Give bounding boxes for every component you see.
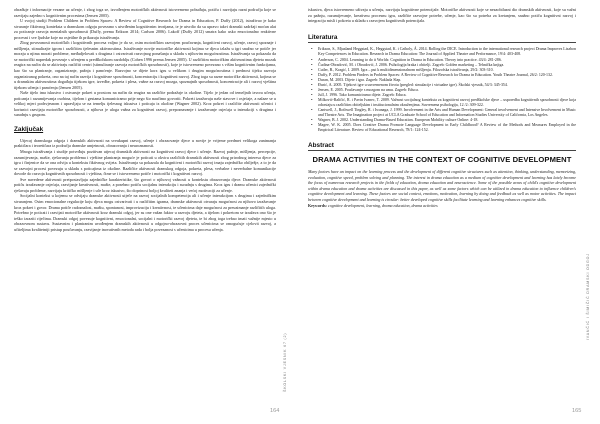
references-rule [308, 42, 576, 43]
references-list [308, 46, 576, 132]
reference-item: • Anderson, C. 2004. Learning to do it Worlds: Cognition in Drama in Education. Theory into practice. 43/4: 281-286. [318, 57, 576, 62]
page-number: 165 [572, 408, 582, 414]
reference-item: • Wagner, B. J. 2002. Understanding Drama-Based Education. European Mobility culture Online: 4-18. [318, 117, 576, 122]
abstract-rule [308, 150, 576, 151]
reference-item: • Magee, W. K. 2005. Does Creative Drama Promote Language Development in Early Childhood? A Review of the Methods and Measures Employed in the Empirical Literature. Review of Educational Research, 78/1: 124-152. [318, 122, 576, 132]
reference-item: • Cantwell, J., Rothwell Tingley, R. i Iwanaga, J. 1999. Involvement in the Arts and Human Development: General involvement and Intensive Involvement in Music and Theatre Arts. The Imagination project at UCLA Graduate School of Education and Information Studies University of California, Los Angeles. [318, 107, 576, 117]
reference-item: • Cutler, B., Kragić, I. 2009. Igra – put k multidimenzionalnom mišljenju. Filozofska istraživanja, 29/2: 303-310. [318, 67, 576, 72]
references-heading: Literatura [308, 33, 338, 41]
reference-item: • Čudina-Obradović, M. i Obradović, J. 2006. Psihologija braka i obitelji. Zagreb: Golden marketing – Tehnička knjiga. [318, 62, 576, 67]
right-text-column [308, 7, 576, 208]
reference-item: • Jensen, E. 2005. Poučavanje s mozgom na umu. Zagreb: Educa. [318, 87, 576, 92]
keywords-label: Keywords: [308, 202, 327, 208]
conclusion-paragraph: Socijalni kontekst u kojemu se odvijaju dramske aktivnosti utječe na razvoj socijalnih kompetencija ali i učenje interakcijom s drugima i zajedničkim stvaranjem. Osim emocionalne regulacije koju djeca mogu ostvarivati i u različitim igrama, dramske aktivnosti otvaraju mogućnost za njihovo izražavanje kroz pokret i govor. Drama potiče radoznalost, maštu, spontanost, improvizaciju i kreativnost, te učenicima daje mogućnost za preuzimanje različitih uloga. Potrebno je poticati i razvijati motoričke aktivnosti kroz dramski odgoj, jer su one važan faktor u razvoju djeteta, a tijelom i pokretom se izražava ono što je teško izraziti riječima. Dramski odgoj povezuje kognitivni, emocionalni, socijalni i motorički razvoj djeteta, te bi zbog toga trebao imati važnije mjesto u obrazovnom sustavu. Sustavnim i planiranim uvođenjem dramskih aktivnosti u odgojno-obrazovni proces učenicima se omogućuje cjelovit razvoj, a učiteljima kvalitetniji pristup poučavanju, razvijanje inovativnih metoda rada i bolja povezanost s učenicima u procesu učenja. [14, 193, 276, 232]
conclusion-paragraph: Mnoga istraživanja i studije potvrđuju pozitivan utjecaj dramskih aktivnosti na kognitivni razvoj djece i učenje. Razvoj pažnje, mišljenja, percepcije, razumijevanja, mašte, rješavanja problema i vještine planiranja moguće je poticati u okviru različitih dramskih aktivnosti zbog prirodnog interesa djece za igru i činjenice da se ona odvija u kontekstu fiktivnog svijeta. Istraživanja su pokazala da kognitivni i motorički razvoj imaju zajedničko obilježje, a to je da se razvojni procesi povezuju u skladu s poticajima iz okoline. Različite aktivnosti dramskog odgoja, pokreta, plesa, verbalne i neverbalne komunikacije dovode do razvoja kognitivnih sposobnosti i vještina, čime se i istovremeno potiče i motorički i kognitivni razvoj. [14, 149, 276, 177]
conclusion-paragraph: Utjecaj dramskoga odgoja i dramskih aktivnosti na sveukupni razvoj, učenje i obrazovanje djece u novije je vrijeme predmet velikoga zanimanja praktičara i teoretičara iz područja dramske umjetnosti, obrazovanja i neuroznanosti. [14, 137, 276, 149]
reference-item: • Duffy, P. 2012. Problem Finders in Problem Spaces: A Review of Cognitive Research for Drama in Education. Youth Theatre Journal, 26/2: 120-132. [318, 72, 576, 77]
page-number: 164 [270, 408, 280, 414]
abstract-title: DRAMA ACTIVITIES IN THE CONTEXT OF COGNITIVE DEVELOPMENT [312, 155, 572, 165]
reference-item: • Đurić, A. 2005. Tijekovi igre u suvremenom životu (pregled: simulacije i virtualne igre). Školski vjesnik, 54/3: 345-354. [318, 82, 576, 87]
running-header-spine: IVANČIĆ I ŠIMIČIĆ DRAMSKI ODGOJ [586, 253, 590, 340]
body-paragraph: U svojoj studiji Problem Children in Problem Spaces: A Review of Cognitive Research for Drama in Education, P. Duffy (2012), istraživao je kako stvaranje fiktivnog konteksta u dramskom odgoju povezano s utvrđenim kognitivnim teorijama, te je utvrdio da su upravo takvi dramski sadržaji moćan alat za poticanje razvoja mentalnih sposobnosti (Duffy, prema Erikson 2014; Carlson 2006). Lakoff (Duffy 2012) smatra kako usko emocionalno reaktivne procesni i sve ljudske koje na osjetilne ih prikazuju istraživanja. [14, 18, 276, 40]
reference-item: • Jull, J. 1996. Tako komuniciramo dijete. Zagreb: Educa. [318, 92, 576, 97]
body-paragraph: Zbog povezanosti motoričkih i kognitivnih procesa valjno je da se, osim motoričkim razvojem poučavanja, kognitivni razvoj, učenje, razvoj spoznaje i mišljenja, stimulirajte igrom i različitim tjelesnim aktivnostima. Istraživanje novije motoričke aktivnosti kojima se djeca izlažu u igri snažno se potiče jer moraju u njima morati probleme, međudjelovati s drugima i ostvarivati razvojnog ponašanja u skladu s njihovim mogućnostima. Istraživanja su pokazala da se motorički napredak povezuje s učenjem u predškolskom razdoblju (Cohen 1996 prema Jensen 2005). U različitim motoričkim aktivnostima djeteta mozak reagira na način da se aktiviraju različiti centri (stimuliranje razvoja motoričkih sposobnosti), koje je istovremeno povezano s višim kognitivnim funkcijama, kao što su planiranje, organiziranje, pažnja i pamćenje. Razvojno se dijete korz igru u velikom i drugim mogućnostima i prednost tijeku razvoja organiziranog pokreta, ono na taj način razvija i kognitivne sposobnosti, koncentraciju i kognitivni razvoj. Zbog toga su razne motoričke aktivnosti, kojima se u dramskim aktivnostima događaju tijekom igre, izvedbe, pokreta i plesa, važne za razvoj mozga, spoznajnih sposobnosti, koncentracije ali i razvoj vještina tijekom učenja i pamćenja (Jensen 2005). [14, 40, 276, 90]
reference-item: • Erikson, S., Mjaaland Heggstad, K., Heggstad, K. i Cziboly, Á. 2014. Rolling the DICE. Introduction to the international research project Drama Improves Lisabon Key Competences in Education. Research in Drama Education: The Journal of Applied Theatre and Performance, 19/4: 403-408. [318, 46, 576, 56]
reference-item: • Duran, M. 2003. Dijete i igra. Zagreb: Naklada Slap. [318, 77, 576, 82]
body-paragraph: obrađuje i informacije vezane uz učenje, i zbog toga se, izvođenjem motoričkih aktivnosti istovremeno pobuđuju, potiču i razvijaju razni područja koje se razvijaju zajedno s kognitivnim procesima (Jensen 2005). [14, 7, 276, 18]
conclusion-heading: Zaključak [14, 125, 44, 133]
abstract-heading: Abstract [308, 142, 334, 150]
right-page [300, 0, 600, 424]
reference-item: • Milković-Raličić, R. i Pavin Ivanec, T. 2009. Važnost socijalnog konteksta za kognitivni razvoj predškolske djece – usporedba kognitivnih sposobnosti djece koja odrastaju u različitim obiteljskim i institucionalnim okruženjima. Suvremena psihologija, 12 /2: 309-322. [318, 97, 576, 107]
keywords-text: cognitive development, learning, drama education, drama activities [327, 202, 438, 208]
conclusion-paragraph: Sve navedene aktivnosti pretpostavljaju zajedničke karakteristike, što govori o njihovoj važnosti u kontekstu obrazovanja djece. Dramske aktivnosti potiču izražavanje osjećaja, razvijanje kreativnosti, mašte, a posebno potiču socijalnu interakciju i suradnju s drugima. Kroz igru i dramu učenici zajednički rješavaju probleme, razvijaju kritičko mišljenje i uče kroz iskustvo, što doprinosi boljoj kvaliteti znanja i većoj motivaciji za učenje. [14, 176, 276, 193]
running-header-spine: ŠKOLSKI VJESNIK 67 (2) [283, 332, 287, 392]
abstract-text: Many factors have an impact on the learning process and the development of different cognitive structures such as attention, thinking, understanding, memorizing, evaluation, cognitive speed, problem solving and planning. The interest in drama education as a medium of cognitive development and learning has lately become the focus of numerous research projects in the fields of education, drama education and neuroscience. Some of the possible areas of child's cognitive development within drama education and drama activities are discussed in this paper, as well as some factors which can be utilized in drama education to influence children's cognitive development and learning. These factors are social context, emotions, motivation, learning by doing and feedback as well as motor activities. The impact between cognitive development and learning is circular: better developed cognitive skills facilitate learning and learning enhances cognitive skills. [308, 169, 576, 202]
body-paragraph: Naše tijelo ima iskustvo i ostvaruje pokret u prostoru na način da reagira na različite podražaje iz okoline. Tijelo je jedan od temeljnih izvora učenja, poticanja i razumijevanja osobina, tijelom i gestama komuniciramo prije nego što naučimo govoriti. Pokreti izražavaju naše stavove i osjećaje, a nalaze se u velikoj mjeri podsvjesnom i upravljaju se na temelju tjelesnog iskustva i poticaja iz okoline (Wagner 2002). Kroz pokret i različite aktivnosti učenici i korisnici razvijaju motoričke sposobnosti, a njihova je uloga važna za kognitivni razvoj, prepoznavanje i izražavanje osjećaja u interakciji s drugima i suradnju s grupom. [14, 90, 276, 118]
left-text-column [14, 7, 276, 232]
body-paragraph: iskustva, djeca istovremeno uživaju u učenju, razvijaju kognitivne potencijale. Motoričke aktivnosti koje se nezaobilazni dio dramskih aktivnosti, koje su važni za pažnju, razumijevanje, kreativnu procesnu igru, različite razvojne potrebe, učenje, kao što su potreba za kretanjem, snažno potiču kognitivni razvoj i integraciju misli i pokreta u skladu s razvojem kognitivnih potencijala. [308, 7, 576, 24]
keywords-line [308, 203, 576, 209]
